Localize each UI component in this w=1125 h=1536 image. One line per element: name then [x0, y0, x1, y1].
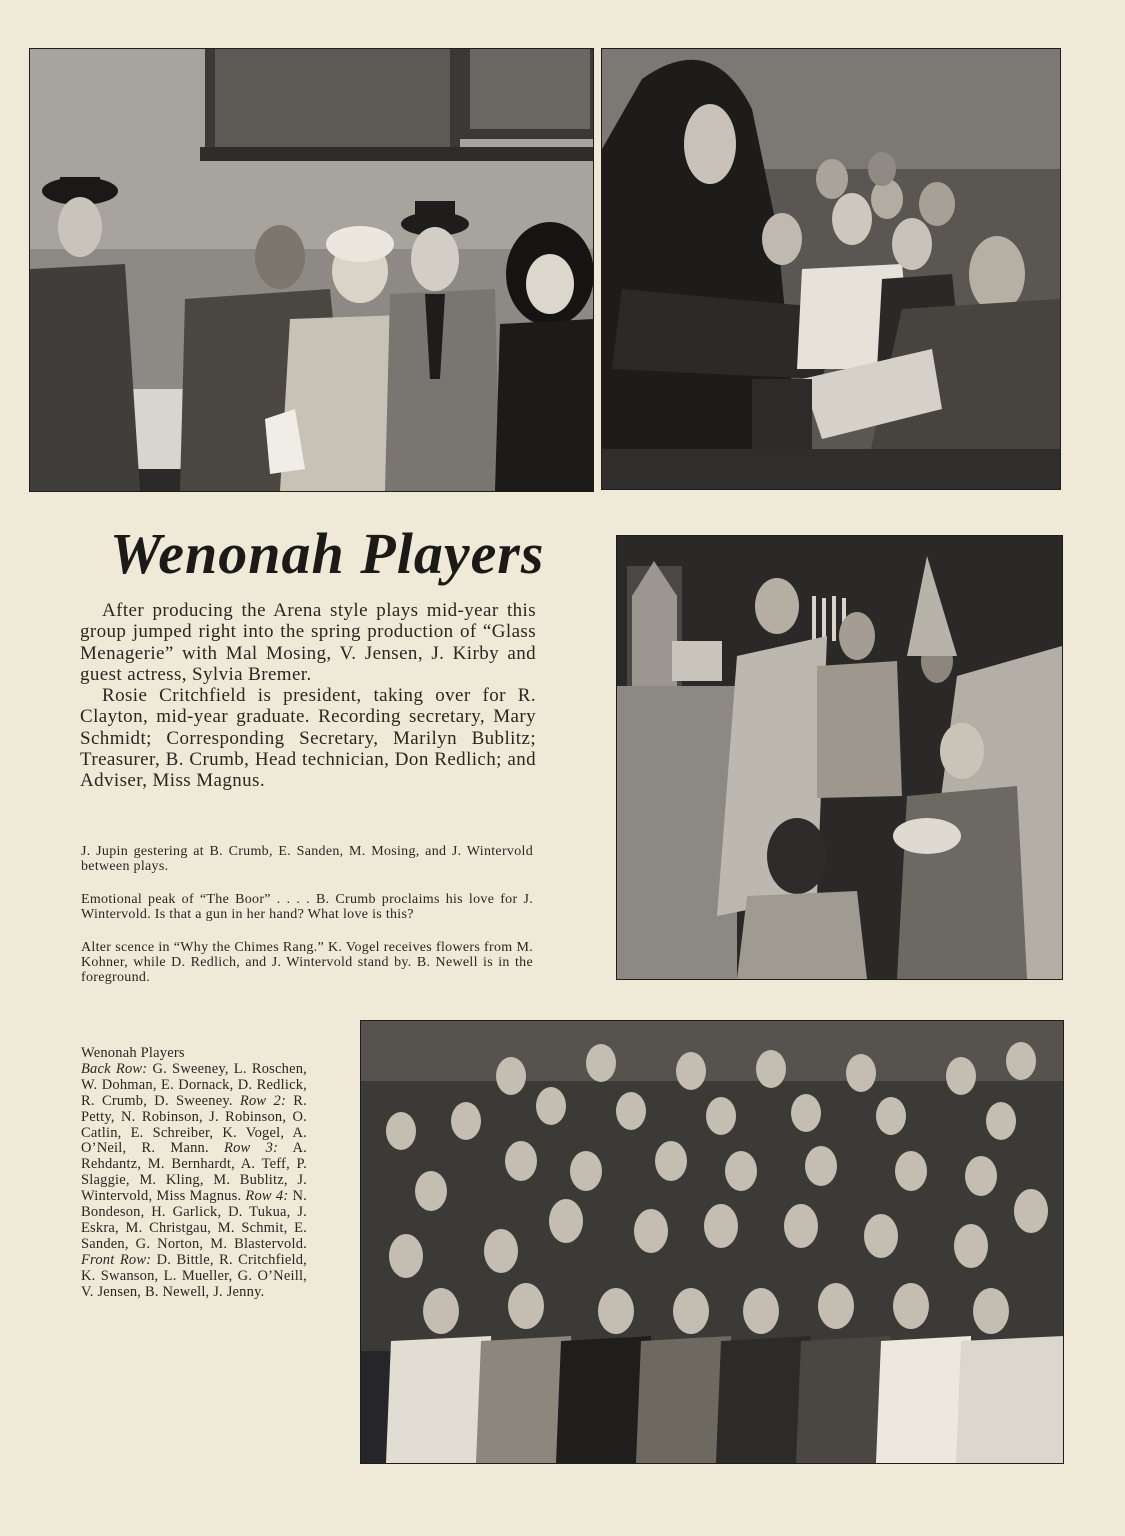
- body-paragraph: After producing the Arena style plays mid-year this group jumped right into the spring production of “Glass Menagerie” with Mal Mosing, V. Jensen, J. Kirby and guest actress, Sylvia Bremer.: [80, 600, 536, 685]
- photo-between-plays: [29, 48, 594, 492]
- page-title: Wenonah Players: [110, 521, 545, 586]
- photo-group-portrait: [360, 1020, 1064, 1464]
- roster-row-names: R. Petty, N. Robinson, J. Robinson, O. Catlin, E. Schreiber, K. Vogel, A. O’Neil, R. Mann.: [81, 1092, 307, 1157]
- roster-row-label: Row 4:: [245, 1188, 289, 1205]
- caption-the-boor: Emotional peak of “The Boor” . . . . B. Crumb proclaims his love for J. Wintervold. Is that a gun in her hand? What love is this?: [81, 891, 533, 923]
- roster-row-label: Row 2:: [239, 1092, 287, 1109]
- photo-the-boor: [601, 48, 1061, 490]
- photo-chimes-rang: [616, 535, 1063, 980]
- roster-row-names: A. Rehdantz, M. Bernhardt, A. Teff, P. Slaggie, M. Kling, M. Bublitz, J. Wintervold, Miss Magnus.: [81, 1140, 308, 1205]
- roster-row-names: N. Bondeson, H. Garlick, D. Tukua, J. Eskra, M. Christgau, M. Schmit, E. Sanden, G. Norton, M. Blastervold.: [81, 1188, 308, 1252]
- roster-row-names: G. Sweeney, L. Roschen, W. Dohman, E. Dornack, D. Redlick, R. Crumb, D. Sweeney.: [81, 1060, 307, 1109]
- roster-row-label: Back Row:: [81, 1060, 148, 1077]
- roster-row-label: Row 3:: [224, 1140, 279, 1157]
- group-roster: [81, 1046, 307, 1301]
- caption-chimes-rang: Alter scence in “Why the Chimes Rang.” K. Vogel receives flowers from M. Kohner, while D. Redlich, and J. Wintervold stand by. B. Newell is in the foreground.: [81, 939, 533, 986]
- photo-captions: [81, 844, 533, 1003]
- caption-between-plays: J. Jupin gestering at B. Crumb, E. Sanden, M. Mosing, and J. Wintervold between plays.: [81, 844, 533, 875]
- body-paragraph: Rosie Critchfield is president, taking over for R. Clayton, mid-year graduate. Recording secretary, Mary Schmidt; Corresponding Secretary, Marilyn Bublitz; Treasurer, B. Crumb, Head technician, Don Redlich; and Adviser, Miss Magnus.: [80, 685, 536, 792]
- roster-title: Wenonah Players: [81, 1045, 185, 1061]
- roster-row-names: D. Bittle, R. Critchfield, K. Swanson, L. Mueller, G. O’Neill, V. Jensen, B. Newell, J. Jenny.: [81, 1251, 307, 1300]
- article-body: [80, 600, 536, 792]
- roster-row-label: Front Row:: [81, 1251, 152, 1268]
